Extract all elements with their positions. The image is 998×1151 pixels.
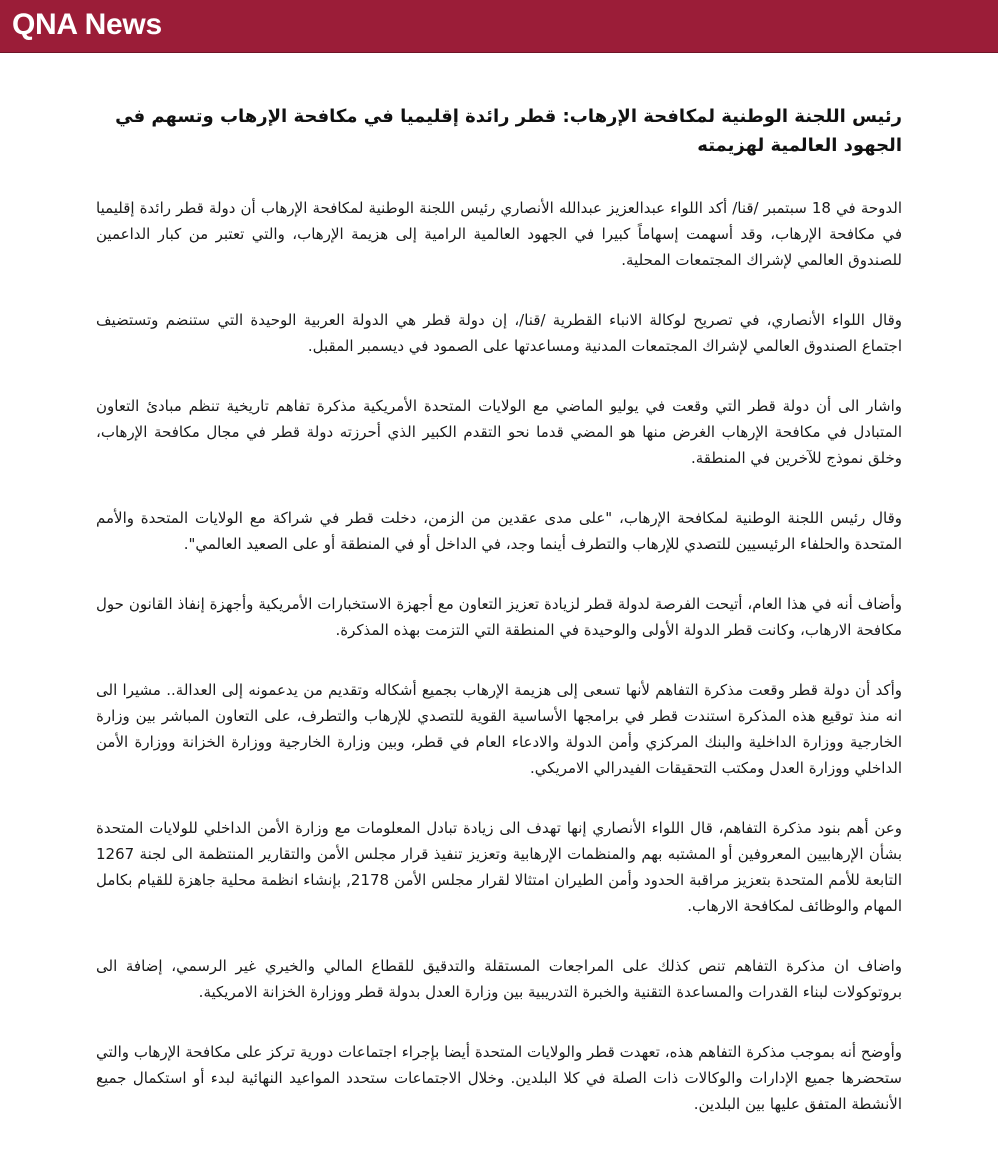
- article-paragraph: واضاف ان مذكرة التفاهم تنص كذلك على المراجعات المستقلة والتدقيق للقطاع المالي والخيري غير الرسمي، إضافة الى بروتوكولات لبناء القدرات والمساعدة التقنية والخبرة التدريبية بين وزارة العدل بدولة قطر ووزارة الخزانة الامريكية.: [96, 957, 902, 1001]
- article-paragraph: وأضاف أنه في هذا العام، أتيحت الفرصة لدولة قطر لزيادة تعزيز التعاون مع أجهزة الاستخبارات الأمريكية وأجهزة إنفاذ القانون حول مكافحة الارهاب، وكانت قطر الدولة الأولى والوحيدة في المنطقة التي التزمت بهذه المذكرة.: [96, 595, 902, 639]
- article-paragraph: وقال اللواء الأنصاري، في تصريح لوكالة الانباء القطرية /قنا/، إن دولة قطر هي الدولة العربية الوحيدة التي ستنضم وتستضيف اجتماع الصندوق العالمي لإشراك المجتمعات المدنية ومساعدتها على الصمود في ديسمبر المقبل.: [96, 311, 902, 355]
- brand-logo-text: QNA News: [12, 8, 162, 41]
- article-paragraph: واشار الى أن دولة قطر التي وقعت في يوليو الماضي مع الولايات المتحدة الأمريكية مذكرة تفاهم تاريخية تنظم مبادئ التعاون المتبادل في مكافحة الإرهاب الغرض منها هو المضي قدما نحو التقدم الكبير الذي أحرزته دولة قطر في مجال مكافحة الإرهاب، وخلق نموذج للآخرين في المنطقة.: [96, 397, 902, 467]
- article-paragraph: الدوحة في 18 سبتمبر /قنا/ أكد اللواء عبدالعزيز عبدالله الأنصاري رئيس اللجنة الوطنية لمكافحة الإرهاب أن دولة قطر رائدة إقليميا في مكافحة الإرهاب، وقد أسهمت إسهاماً كبيرا في الجهود العالمية الرامية إلى هزيمة الإرهاب، والتي تعتبر من كبار الداعمين للصندوق العالمي لإشراك المجتمعات المحلية.: [96, 199, 902, 269]
- article-paragraph: وأوضح أنه بموجب مذكرة التفاهم هذه، تعهدت قطر والولايات المتحدة أيضا بإجراء اجتماعات دورية تركز على مكافحة الإرهاب والتي ستحضرها جميع الإدارات والوكالات ذات الصلة في كلا البلدين. وخلال الاجتماعات ستحدد المواعيد النهائية لبدء أو استكمال جميع الأنشطة المتفق عليها بين البلدين.: [96, 1043, 902, 1113]
- article-paragraph: وقال رئيس اللجنة الوطنية لمكافحة الإرهاب، "على مدى عقدين من الزمن، دخلت قطر في شراكة مع الولايات المتحدة والأمم المتحدة والحلفاء الرئيسيين للتصدي للإرهاب والتطرف أينما وجد، في الداخل أو في المنطقة أو على الصعيد العالمي".: [96, 509, 902, 553]
- article-headline: رئيس اللجنة الوطنية لمكافحة الإرهاب: قطر رائدة إقليميا في مكافحة الإرهاب وتسهم في الجهود العالمية لهزيمته: [115, 106, 902, 156]
- article-paragraph: وأكد أن دولة قطر وقعت مذكرة التفاهم لأنها تسعى إلى هزيمة الإرهاب بجميع أشكاله وتقديم من يدعمونه إلى العدالة.. مشيرا الى انه منذ توقيع هذه المذكرة استندت قطر في برامجها الأساسية القوية للتصدي للإرهاب والتطرف، على التعاون المباشر بين وزارة الخارجية ووزارة الداخلية والبنك المركزي وأمن الدولة والادعاء العام في قطر، وبين وزارة الخارجية ووزارة الخزانة ووزارة الأمن الداخلي ووزارة العدل ومكتب التحقيقات الفيدرالي الامريكي.: [96, 681, 902, 777]
- article-paragraph: وعن أهم بنود مذكرة التفاهم، قال اللواء الأنصاري إنها تهدف الى زيادة تبادل المعلومات مع وزارة الأمن الداخلي للولايات المتحدة بشأن الإرهابيين المعروفين أو المشتبه بهم والمنظمات الإرهابية وتعزيز تنفيذ قرار مجلس الأمن والتقارير المنتظمة الى لجنة 1267 التابعة للأمم المتحدة بتعزيز مراقبة الحدود وأمن الطيران امتثالا لقرار مجلس الأمن 2178, بإنشاء انظمة محلية جاهزة للقيام بكامل المهام والوظائف لمكافحة الارهاب.: [96, 819, 903, 915]
- header-bar: [0, 0, 998, 53]
- article-body: [96, 102, 902, 1151]
